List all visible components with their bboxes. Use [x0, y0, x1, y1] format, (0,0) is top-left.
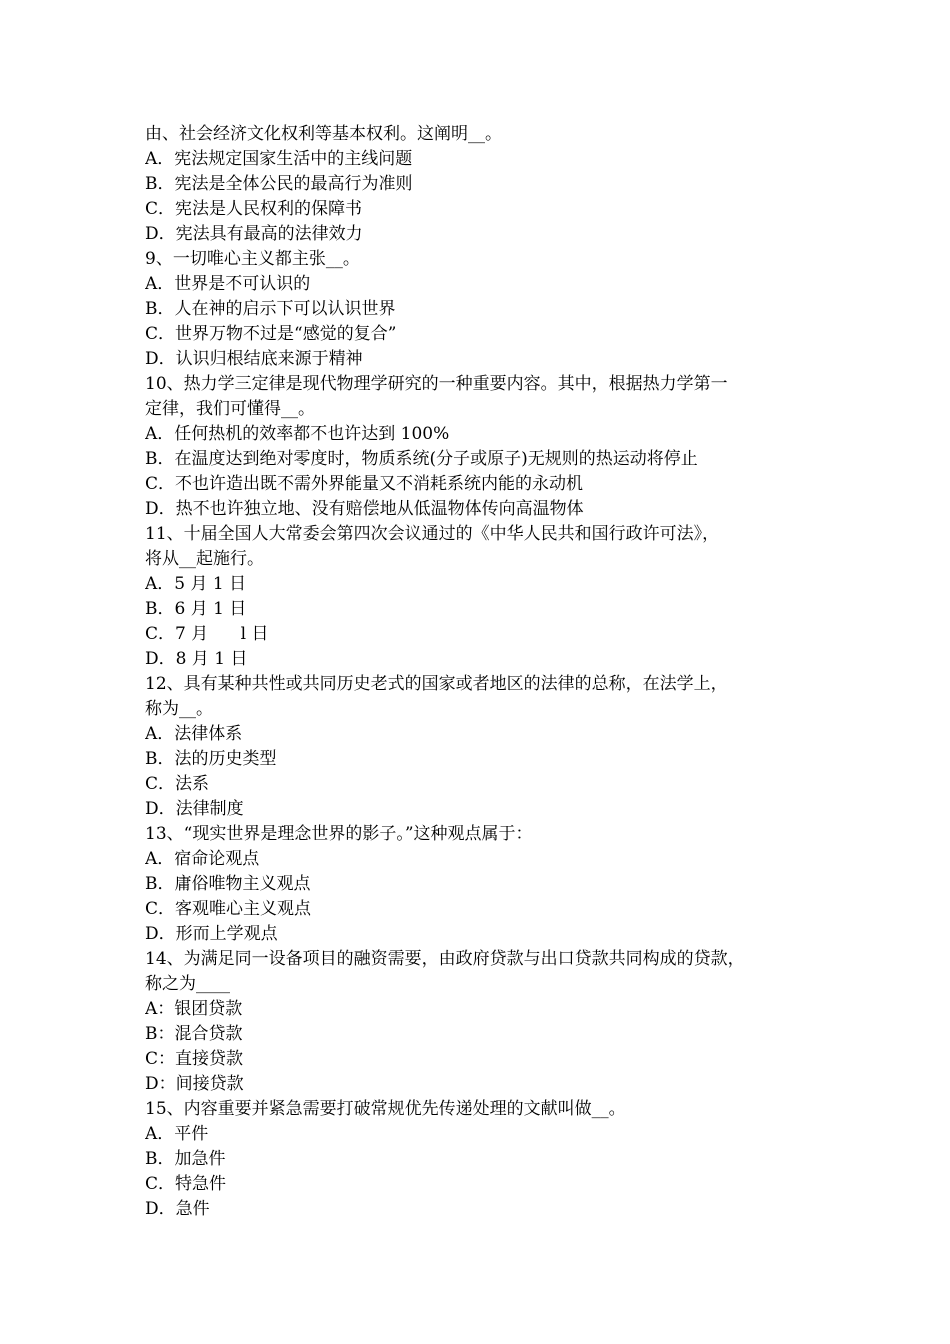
question-line: 称之为____ [145, 974, 230, 994]
document-body [145, 122, 825, 1222]
option-line: A．世界是不可认识的 [145, 274, 311, 294]
option-line: D．热不也许独立地、没有赔偿地从低温物体传向高温物体 [145, 499, 584, 519]
question-line: 14、为满足同一设备项目的融资需要，由政府贷款与出口贷款共同构成的贷款， [145, 949, 745, 969]
option-line: C．客观唯心主义观点 [145, 899, 312, 919]
option-line: C．法系 [145, 774, 210, 794]
option-line: B．宪法是全体公民的最高行为准则 [145, 174, 413, 194]
option-line: A．法律体系 [145, 724, 243, 744]
option-line: A．平件 [145, 1124, 209, 1144]
option-line: C：直接贷款 [145, 1049, 244, 1069]
option-line: B．人在神的启示下可以认识世界 [145, 299, 396, 319]
option-line: B．6 月 1 日 [145, 599, 247, 619]
option-line: D．8 月 1 日 [145, 649, 248, 669]
question-line: 10、热力学三定律是现代物理学研究的一种重要内容。其中，根据热力学第一 [145, 374, 728, 394]
option-line: D．形而上学观点 [145, 924, 278, 944]
option-line: D．宪法具有最高的法律效力 [145, 224, 363, 244]
option-line: C．7 月 l 日 [145, 624, 269, 644]
option-line: C．世界万物不过是“感觉的复合” [145, 324, 397, 344]
option-line: D．法律制度 [145, 799, 244, 819]
question-line: 12、具有某种共性或共同历史老式的国家或者地区的法律的总称，在法学上， [145, 674, 728, 694]
question-line: 13、“现实世界是理念世界的影子。”这种观点属于： [145, 824, 533, 844]
question-line: 称为__。 [145, 699, 213, 719]
option-line: B．庸俗唯物主义观点 [145, 874, 311, 894]
question-line: 定律，我们可懂得__。 [145, 399, 315, 419]
option-line: A．5 月 1 日 [145, 574, 247, 594]
option-line: B．在温度达到绝对零度时，物质系统(分子或原子)无规则的热运动将停止 [145, 449, 698, 469]
question-line: 将从__起施行。 [145, 549, 264, 569]
option-line: D．急件 [145, 1199, 210, 1219]
question-line: 9、一切唯心主义都主张__。 [145, 249, 360, 269]
option-line: A．任何热机的效率都不也许达到 100% [145, 424, 450, 444]
option-line: C．不也许造出既不需外界能量又不消耗系统内能的永动机 [145, 474, 584, 494]
question-line: 15、内容重要并紧急需要打破常规优先传递处理的文献叫做__。 [145, 1099, 626, 1119]
option-line: C．宪法是人民权利的保障书 [145, 199, 363, 219]
option-line: D．认识归根结底来源于精神 [145, 349, 363, 369]
option-line: D：间接贷款 [145, 1074, 244, 1094]
option-line: A．宪法规定国家生活中的主线问题 [145, 149, 413, 169]
question-line: 11、十届全国人大常委会第四次会议通过的《中华人民共和国行政许可法》， [145, 524, 720, 544]
option-line: A．宿命论观点 [145, 849, 260, 869]
option-line: C．特急件 [145, 1174, 227, 1194]
option-line: A：银团贷款 [145, 999, 243, 1019]
option-line: B．法的历史类型 [145, 749, 277, 769]
text-line: 由、社会经济文化权利等基本权利。这阐明__。 [145, 124, 502, 144]
option-line: B．加急件 [145, 1149, 226, 1169]
option-line: B：混合贷款 [145, 1024, 243, 1044]
